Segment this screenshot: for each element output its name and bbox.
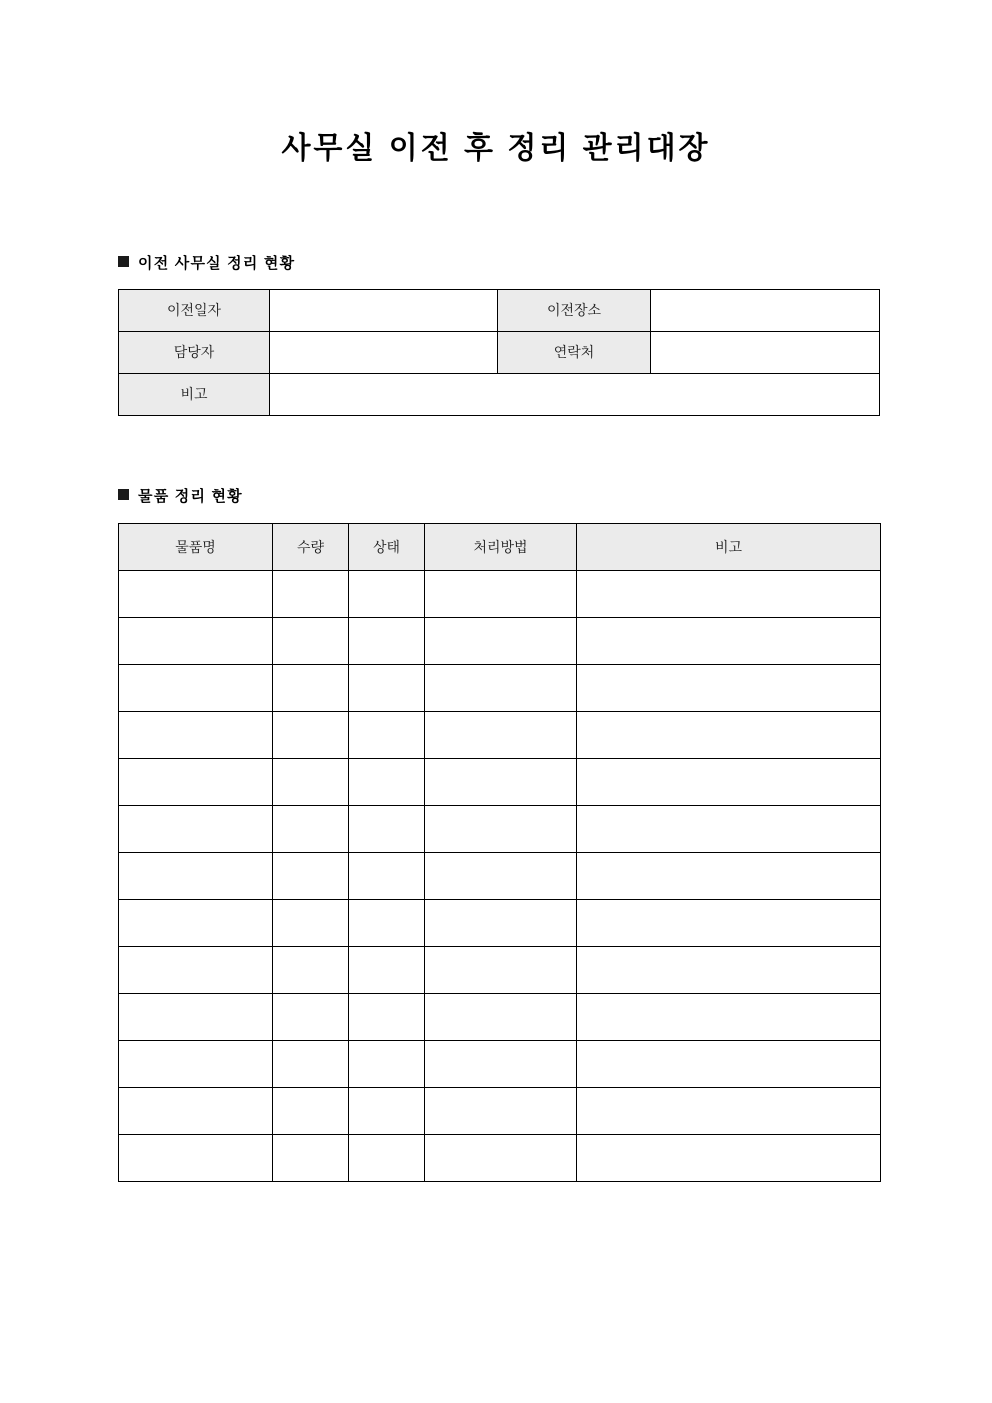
cell-disposal-method[interactable] [425, 1135, 577, 1182]
table-row [119, 1041, 881, 1088]
cell-condition[interactable] [349, 618, 425, 665]
cell-condition[interactable] [349, 759, 425, 806]
section-heading-label: 물품 정리 현황 [138, 488, 243, 505]
cell-condition[interactable] [349, 806, 425, 853]
cell-remarks[interactable] [577, 806, 881, 853]
cell-remarks[interactable] [577, 900, 881, 947]
cell-item-name[interactable] [119, 1041, 273, 1088]
table-row [119, 618, 881, 665]
cell-remarks[interactable] [577, 712, 881, 759]
cell-item-name[interactable] [119, 571, 273, 618]
cell-item-name[interactable] [119, 712, 273, 759]
cell-quantity[interactable] [273, 994, 349, 1041]
cell-disposal-method[interactable] [425, 1088, 577, 1135]
table-header-row [119, 524, 881, 571]
cell-condition[interactable] [349, 1041, 425, 1088]
label-move-place: 이전장소 [498, 290, 651, 332]
table-row [119, 712, 881, 759]
cell-remarks[interactable] [577, 571, 881, 618]
cell-item-name[interactable] [119, 994, 273, 1041]
cell-item-name[interactable] [119, 900, 273, 947]
cell-item-name[interactable] [119, 853, 273, 900]
cell-quantity[interactable] [273, 571, 349, 618]
move-status-table [118, 289, 880, 416]
cell-disposal-method[interactable] [425, 900, 577, 947]
table-row [119, 571, 881, 618]
cell-quantity[interactable] [273, 712, 349, 759]
cell-disposal-method[interactable] [425, 618, 577, 665]
cell-disposal-method[interactable] [425, 712, 577, 759]
table-row [119, 759, 881, 806]
table-row [119, 806, 881, 853]
field-move-place[interactable] [651, 290, 880, 332]
cell-remarks[interactable] [577, 618, 881, 665]
cell-condition[interactable] [349, 1135, 425, 1182]
cell-quantity[interactable] [273, 853, 349, 900]
field-contact[interactable] [651, 332, 880, 374]
table-row [119, 947, 881, 994]
cell-item-name[interactable] [119, 618, 273, 665]
label-contact: 연락처 [498, 332, 651, 374]
table-row [119, 332, 880, 374]
cell-item-name[interactable] [119, 759, 273, 806]
square-bullet-icon [118, 489, 129, 500]
cell-disposal-method[interactable] [425, 571, 577, 618]
items-table [118, 523, 881, 1182]
cell-disposal-method[interactable] [425, 759, 577, 806]
cell-remarks[interactable] [577, 1135, 881, 1182]
cell-quantity[interactable] [273, 806, 349, 853]
square-bullet-icon [118, 256, 129, 267]
cell-remarks[interactable] [577, 665, 881, 712]
table-row [119, 665, 881, 712]
field-move-date[interactable] [270, 290, 498, 332]
cell-quantity[interactable] [273, 759, 349, 806]
table-row [119, 290, 880, 332]
cell-remarks[interactable] [577, 1041, 881, 1088]
cell-disposal-method[interactable] [425, 947, 577, 994]
cell-condition[interactable] [349, 665, 425, 712]
cell-remarks[interactable] [577, 1088, 881, 1135]
label-move-date: 이전일자 [119, 290, 270, 332]
table-row [119, 1088, 881, 1135]
items-table-body [119, 571, 881, 1182]
cell-item-name[interactable] [119, 665, 273, 712]
cell-remarks[interactable] [577, 853, 881, 900]
column-header-item-name: 물품명 [119, 524, 273, 571]
cell-condition[interactable] [349, 994, 425, 1041]
cell-item-name[interactable] [119, 947, 273, 994]
cell-quantity[interactable] [273, 618, 349, 665]
cell-disposal-method[interactable] [425, 806, 577, 853]
section-heading-move-status [118, 252, 295, 273]
column-header-disposal-method: 처리방법 [425, 524, 577, 571]
field-person-in-charge[interactable] [270, 332, 498, 374]
cell-quantity[interactable] [273, 1041, 349, 1088]
cell-condition[interactable] [349, 900, 425, 947]
cell-condition[interactable] [349, 571, 425, 618]
cell-item-name[interactable] [119, 1088, 273, 1135]
cell-item-name[interactable] [119, 1135, 273, 1182]
table-row [119, 374, 880, 416]
section-heading-label: 이전 사무실 정리 현황 [138, 255, 296, 272]
cell-disposal-method[interactable] [425, 853, 577, 900]
cell-quantity[interactable] [273, 1135, 349, 1182]
table-row [119, 994, 881, 1041]
field-remarks[interactable] [270, 374, 880, 416]
cell-disposal-method[interactable] [425, 994, 577, 1041]
cell-remarks[interactable] [577, 759, 881, 806]
table-row [119, 1135, 881, 1182]
table-row [119, 900, 881, 947]
cell-condition[interactable] [349, 712, 425, 759]
cell-condition[interactable] [349, 1088, 425, 1135]
cell-disposal-method[interactable] [425, 665, 577, 712]
column-header-quantity: 수량 [273, 524, 349, 571]
column-header-condition: 상태 [349, 524, 425, 571]
cell-disposal-method[interactable] [425, 1041, 577, 1088]
cell-quantity[interactable] [273, 900, 349, 947]
cell-remarks[interactable] [577, 947, 881, 994]
label-remarks: 비고 [119, 374, 270, 416]
section-heading-items [118, 485, 243, 506]
cell-remarks[interactable] [577, 994, 881, 1041]
cell-quantity[interactable] [273, 1088, 349, 1135]
cell-quantity[interactable] [273, 947, 349, 994]
label-person-in-charge: 담당자 [119, 332, 270, 374]
column-header-remarks: 비고 [577, 524, 881, 571]
cell-condition[interactable] [349, 947, 425, 994]
page-title: 사무실 이전 후 정리 관리대장 [281, 132, 711, 165]
cell-item-name[interactable] [119, 806, 273, 853]
cell-quantity[interactable] [273, 665, 349, 712]
table-row [119, 853, 881, 900]
cell-condition[interactable] [349, 853, 425, 900]
